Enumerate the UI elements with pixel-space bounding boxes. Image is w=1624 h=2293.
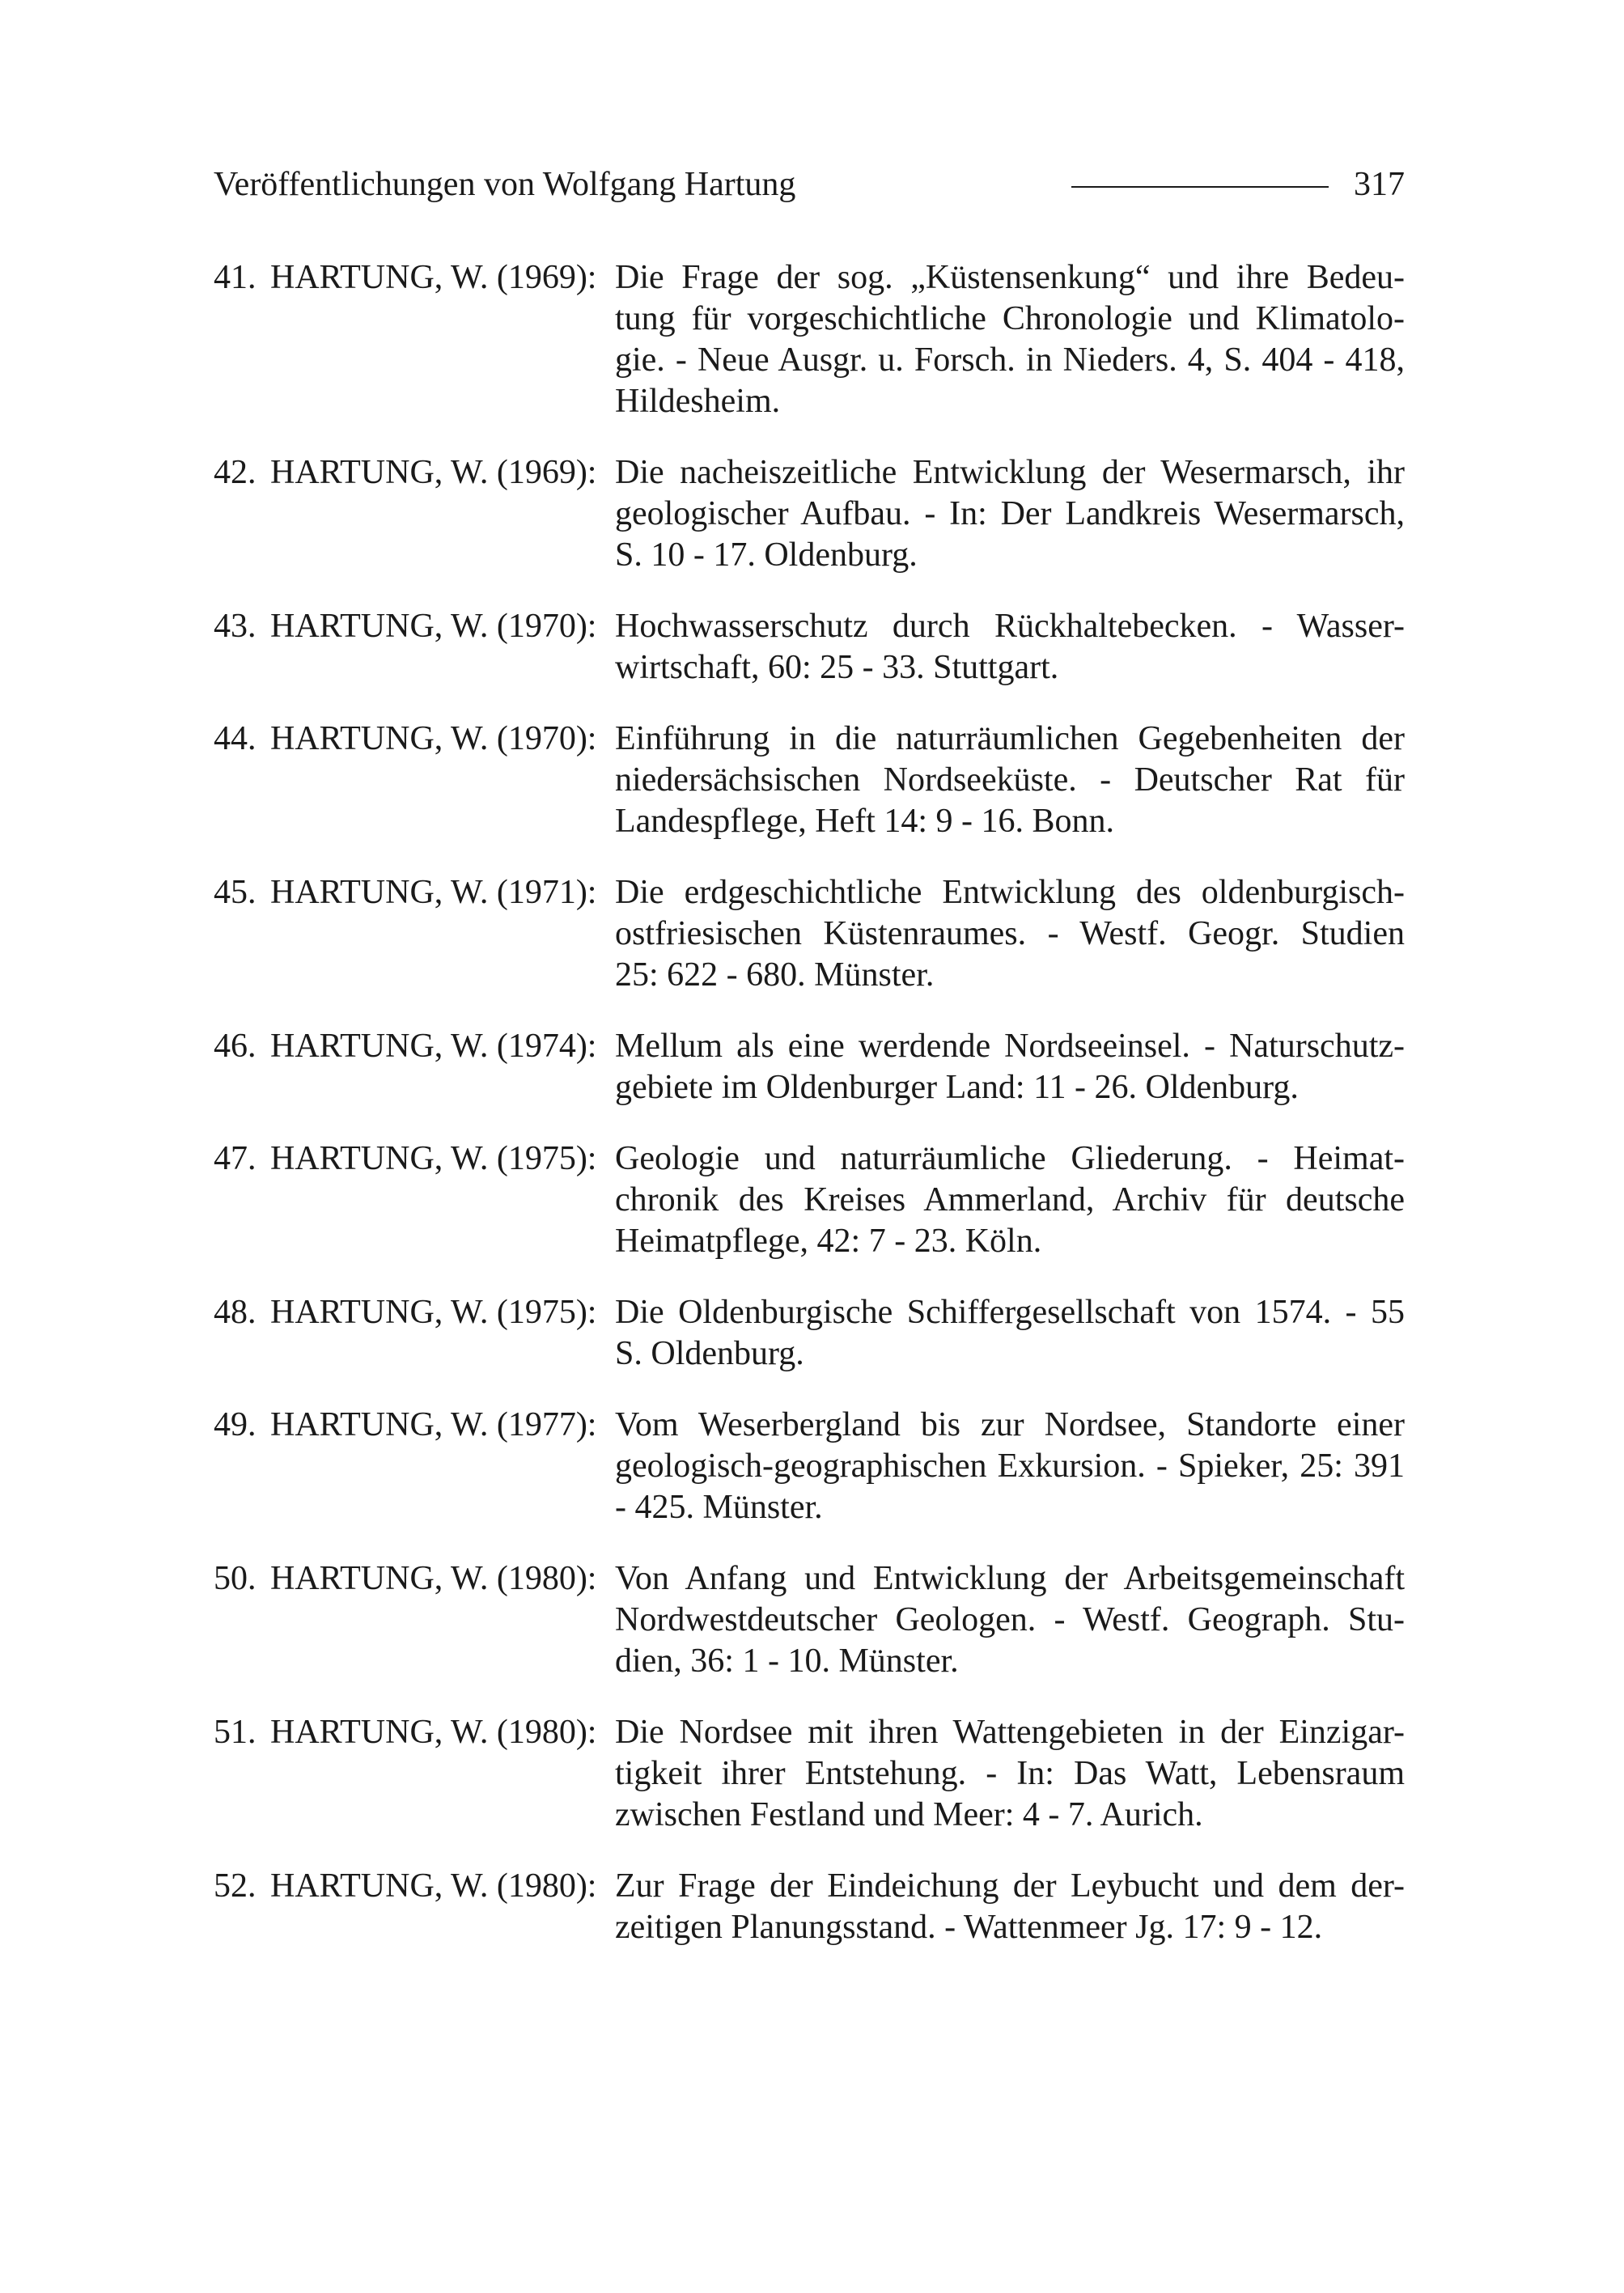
entry-number: 43. [214,608,257,645]
entry-author-year: HARTUNG, W. (1975): [270,1140,597,1177]
citation-line: niedersächsischen Nordseeküste. - Deutscher Rat für [615,761,1405,799]
citation-line: Von Anfang und Entwicklung der Arbeitsgemeinschaft [615,1560,1405,1597]
entry-author-year: HARTUNG, W. (1971): [270,874,597,911]
citation-line: zwischen Festland und Meer: 4 - 7. Aurich. [615,1796,1203,1833]
citation-line: Die erdgeschichtliche Entwicklung des oldenburgisch- [615,874,1405,911]
bibliography-entry [214,1026,1405,1108]
entry-citation [615,1026,1405,1108]
citation-line: 25: 622 - 680. Münster. [615,956,935,994]
citation-line: tung für vorgeschichtliche Chronologie und Klimatolo- [615,300,1405,337]
citation-line: Hildesheim. [615,383,781,420]
entry-number: 47. [214,1140,257,1177]
citation-line: gie. - Neue Ausgr. u. Forsch. in Nieders. 4, S. 404 - 418, [615,341,1405,379]
citation-line: Die Frage der sog. „Küstensenkung“ und ihre Bedeu- [615,259,1405,296]
citation-line: Mellum als eine werdende Nordseeinsel. - Naturschutz- [615,1028,1405,1065]
entry-author-year: HARTUNG, W. (1980): [270,1714,597,1751]
entry-author-year: HARTUNG, W. (1975): [270,1294,597,1331]
bibliography-entry [214,1558,1405,1682]
citation-line: Heimatpflege, 42: 7 - 23. Köln. [615,1223,1042,1260]
entry-citation [615,1558,1405,1682]
running-head-title: Veröffentlichungen von Wolfgang Hartung [214,166,796,203]
entry-number: 46. [214,1028,257,1065]
entry-citation [615,872,1405,996]
citation-line: Geologie und naturräumliche Gliederung. - Heimat- [615,1140,1405,1177]
entry-citation [615,1866,1405,1948]
citation-line: Die Oldenburgische Schiffergesellschaft von 1574. - 55 [615,1294,1405,1331]
bibliography-entry [214,606,1405,689]
entry-citation [615,1405,1405,1528]
entry-author-year: HARTUNG, W. (1977): [270,1406,597,1443]
citation-line: Landespflege, Heft 14: 9 - 16. Bonn. [615,803,1115,840]
bibliography-entry [214,1292,1405,1375]
bibliography-entry [214,1138,1405,1262]
entry-citation [615,1292,1405,1375]
entry-citation [615,452,1405,576]
entry-author-year: HARTUNG, W. (1980): [270,1560,597,1597]
entry-citation [615,606,1405,689]
citation-line: geologisch-geographischen Exkursion. - Spieker, 25: 391 [615,1447,1405,1485]
entry-author-year: HARTUNG, W. (1969): [270,454,597,491]
entry-citation [615,1138,1405,1262]
entry-number: 51. [214,1714,257,1751]
citation-line: S. 10 - 17. Oldenburg. [615,536,918,574]
citation-line: Die Nordsee mit ihren Wattengebieten in der Einzigar- [615,1714,1405,1751]
bibliography-entry [214,1405,1405,1528]
entry-citation [615,1712,1405,1836]
entry-number: 45. [214,874,257,911]
running-head [214,160,1405,209]
citation-line: gebiete im Oldenburger Land: 11 - 26. Oldenburg. [615,1069,1299,1106]
citation-line: tigkeit ihrer Entstehung. - In: Das Watt, Lebensraum [615,1755,1405,1792]
entry-author-year: HARTUNG, W. (1969): [270,259,597,296]
entry-citation [615,257,1405,422]
citation-line: Vom Weserbergland bis zur Nordsee, Standorte einer [615,1406,1405,1443]
entry-number: 41. [214,259,257,296]
bibliography-entry [214,1712,1405,1836]
citation-line: Hochwasserschutz durch Rückhaltebecken. - Wasser- [615,608,1405,645]
page-number: 317 [1354,166,1405,203]
entry-citation [615,718,1405,842]
citation-line: wirtschaft, 60: 25 - 33. Stuttgart. [615,649,1059,686]
citation-line: geologischer Aufbau. - In: Der Landkreis Wesermarsch, [615,495,1405,532]
bibliography-entry [214,1866,1405,1948]
citation-line: zeitigen Planungsstand. - Wattenmeer Jg. 17: 9 - 12. [615,1909,1323,1946]
citation-line: Die nacheiszeitliche Entwicklung der Wesermarsch, ihr [615,454,1405,491]
bibliography-entry [214,718,1405,842]
citation-line: Einführung in die naturräumlichen Gegebenheiten der [615,720,1405,757]
citation-line: dien, 36: 1 - 10. Münster. [615,1642,959,1680]
running-head-rule [1071,186,1329,188]
entry-number: 50. [214,1560,257,1597]
entry-author-year: HARTUNG, W. (1974): [270,1028,597,1065]
bibliography-entry [214,257,1405,422]
bibliography-entry [214,872,1405,996]
citation-line: chronik des Kreises Ammerland, Archiv für deutsche [615,1181,1405,1219]
entry-number: 48. [214,1294,257,1331]
entry-number: 52. [214,1867,257,1905]
citation-line: ostfriesischen Küstenraumes. - Westf. Geogr. Studien [615,915,1405,952]
entry-number: 49. [214,1406,257,1443]
citation-line: Nordwestdeutscher Geologen. - Westf. Geograph. Stu- [615,1601,1405,1638]
citation-line: Zur Frage der Eindeichung der Leybucht und dem der- [615,1867,1405,1905]
bibliography-entry [214,452,1405,576]
entry-author-year: HARTUNG, W. (1980): [270,1867,597,1905]
citation-line: S. Oldenburg. [615,1335,804,1372]
entry-author-year: HARTUNG, W. (1970): [270,720,597,757]
citation-line: - 425. Münster. [615,1489,823,1526]
entry-number: 44. [214,720,257,757]
entry-number: 42. [214,454,257,491]
entry-author-year: HARTUNG, W. (1970): [270,608,597,645]
